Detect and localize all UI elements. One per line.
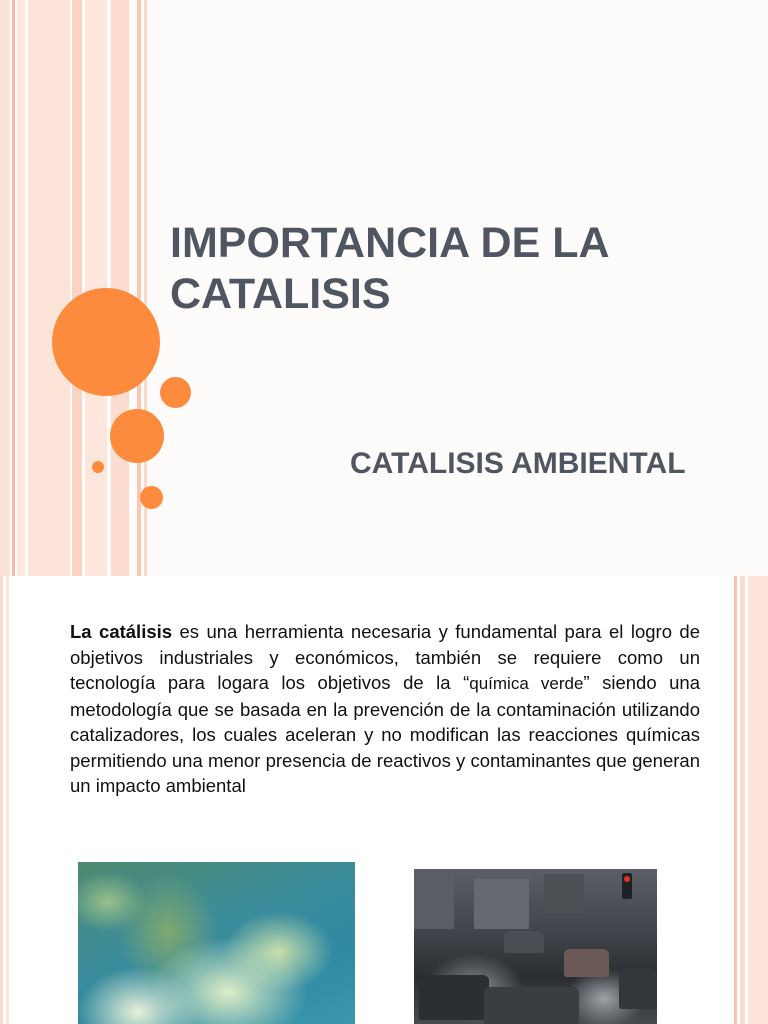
car bbox=[564, 949, 609, 977]
content-slide bbox=[0, 576, 768, 1024]
decorative-stripe bbox=[28, 0, 70, 576]
decorative-stripe bbox=[17, 0, 25, 576]
emphasis-term: química verde bbox=[469, 674, 584, 693]
decorative-stripe bbox=[0, 0, 10, 576]
building bbox=[414, 869, 454, 929]
body-paragraph bbox=[70, 619, 700, 799]
car bbox=[419, 975, 489, 1020]
smoke-photo bbox=[78, 862, 355, 1024]
decorative-stripe bbox=[72, 0, 82, 576]
decorative-stripe bbox=[740, 576, 745, 1024]
decorative-stripe bbox=[12, 0, 15, 576]
traffic-photo bbox=[414, 869, 657, 1024]
slide-subtitle: CATALISIS AMBIENTAL bbox=[350, 447, 686, 480]
decorative-stripe bbox=[748, 576, 768, 1024]
decorative-circle-medium bbox=[110, 409, 164, 463]
decorative-stripe bbox=[0, 576, 3, 1024]
car bbox=[484, 987, 579, 1024]
body-text-part1: es una herramienta necesaria y fundamental para el logro de objetivos industriales y económicos, también se requiere como un tecnología para logara los objetivos de la “ bbox=[70, 621, 700, 693]
traffic-light-icon bbox=[622, 873, 632, 899]
building bbox=[544, 874, 584, 914]
lead-term: La catálisis bbox=[70, 621, 173, 642]
car bbox=[504, 931, 544, 953]
building bbox=[474, 879, 529, 929]
decorative-stripe bbox=[137, 0, 141, 576]
decorative-stripe bbox=[6, 576, 9, 1024]
decorative-circle bbox=[140, 486, 163, 509]
slide-title: IMPORTANCIA DE LA CATALISIS bbox=[170, 219, 608, 318]
body-text-part2: ” siendo una metodología que se basada en la prevención de la contaminación utilizando catalizadores, los cuales aceleran y no modifican las reacciones químicas permitiendo una menor presencia de reactivos y contaminantes que generan un impacto ambiental bbox=[70, 672, 701, 796]
decorative-circle-large bbox=[52, 288, 160, 396]
car bbox=[619, 969, 657, 1009]
decorative-stripe bbox=[734, 576, 737, 1024]
decorative-circle-small bbox=[92, 461, 104, 473]
decorative-circle bbox=[160, 377, 191, 408]
